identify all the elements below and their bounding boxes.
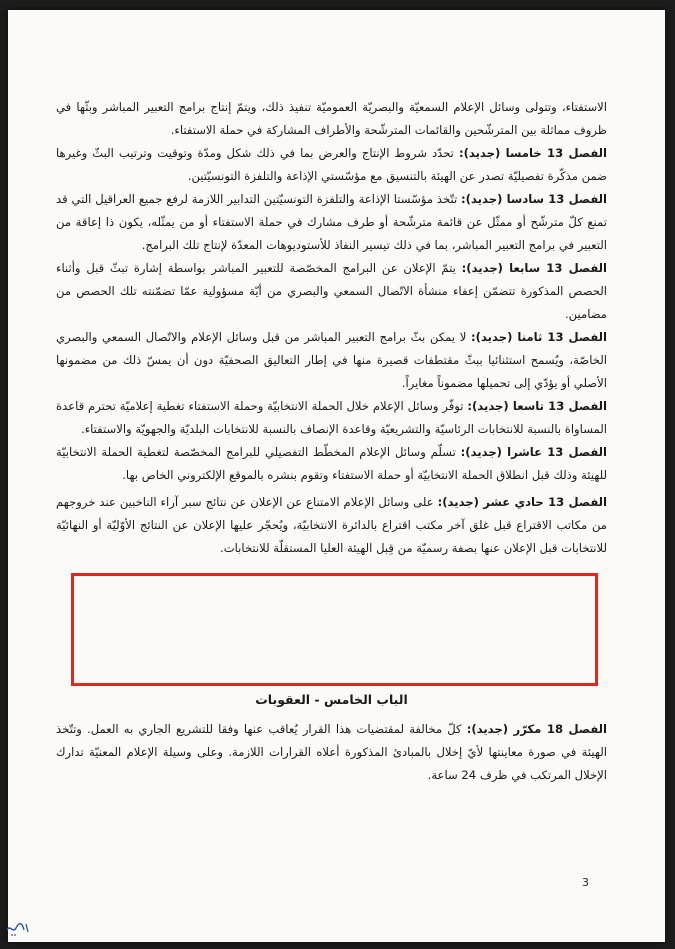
highlight-box: [71, 573, 598, 686]
article-label: الفصل 13 تاسعا (جديد):: [467, 399, 607, 413]
intro-paragraph: الاستفتاء، وتتولى وسائل الإعلام السمعيّة والبصريّة العموميّة تنفيذ ذلك، ويتمّ إنتاج برامج التعبير المباشر وبثّها في ظروف مماثلة بين المترشّحين والقائمات المترشّحة والأطراف المشاركة في حملة الاستفتاء.: [56, 100, 607, 137]
article-13-5: [56, 142, 607, 188]
article-label: الفصل 13 سابعا (جديد):: [461, 261, 608, 275]
page-number: 3: [582, 876, 589, 889]
article-18-bis: [56, 718, 607, 787]
article-text: تتّخذ مؤسّستا الإذاعة والتلفزة التونسيّتين التدابير اللازمة لرفع جميع العراقيل التي قد تمنع كلّ مترشّح أو ممثّل عن قائمة مترشّحة أو طرف مشارك في حملة الاستفتاء أو من يمثّله، يكون ذا إعاقة من التعبير في برامج التعبير المباشر، بما في ذلك تيسير النفاذ للأستوديوهات المعدّة لإنتاج تلك البرامج.: [56, 192, 607, 252]
article-13-11-highlighted: [56, 491, 607, 560]
article-text: يتمّ الإعلان عن البرامج المخصّصة للتعبير المباشر بواسطة إشارة تبثّ قبل وأثناء الحصص المذكورة تتضمّن إعفاء منشأة الاتّصال السمعي والبصري من أيّة مسؤولية عمّا تضمّنته تلك الحصص من مضامين.: [56, 261, 607, 321]
article-label: الفصل 13 حادي عشر (جديد):: [437, 495, 607, 509]
article-13-7: [56, 257, 607, 326]
article-text: على وسائل الإعلام الامتناع عن الإعلان عن نتائج سبر آراء الناخبين عند خروجهم من مكاتب الاقتراع قبل غلق آخر مكتب اقتراع بالدائرة الانتخابيّة، ويُحجّر عليها الإعلان عن النتائج الأوّليّة أو النهائيّة للانتخابات قبل الإعلان عنها بصفة رسميّة من قِبل الهيئة العليا المستقلّة للانتخابات.: [56, 495, 607, 555]
document-body: [56, 96, 607, 560]
chapter-title: الباب الخامس - العقوبات: [255, 692, 408, 707]
article-text: توفّر وسائل الإعلام خلال الحملة الانتخابيّة وحملة الاستفتاء تغطية إعلاميّة تحترم قاعدة المساواة بالنسبة للانتخابات الرئاسيّة والتشريعيّة وقاعدة الإنصاف بالنسبة للانتخابات البلديّة والجهويّة والاستفتاء.: [56, 399, 607, 436]
article-label: الفصل 18 مكرّر (جديد):: [466, 722, 608, 736]
document-page: [8, 10, 665, 942]
document-body-lower: [56, 718, 607, 787]
article-label: الفصل 13 سادسا (جديد):: [461, 192, 608, 206]
article-label: الفصل 13 ثامنا (جديد):: [471, 330, 607, 344]
article-text: لا يمكن بثّ برامج التعبير المباشر من قبل وسائل الإعلام والاتّصال السمعي والبصري الخاصّة، ويُسمح استثنائيا ببثّ مقتطفات قصيرة منها في إطار التعاليق الصحفيّة دون أن يمسّ ذلك من مضمونها الأصلي أو يؤدّي إلى تحميلها مضموناً مغايراً.: [56, 330, 607, 390]
article-13-8: [56, 326, 607, 395]
article-13-6: [56, 188, 607, 257]
article-13-9: [56, 395, 607, 441]
article-label: الفصل 13 عاشرا (جديد):: [460, 445, 607, 459]
signature-mark: [4, 916, 34, 938]
article-text: كلّ مخالفة لمقتضيات هذا القرار يُعاقب عنها وفقا للتشريع الجاري به العمل. وتتّخذ الهيئة في صورة معاينتها لأيّ إخلال بالمبادئ المذكورة أعلاه القرارات اللازمة. وعلى وسيلة الإعلام المعنيّة تدارك الإخلال المرتكب في ظرف 24 ساعة.: [56, 722, 607, 782]
article-13-10: [56, 441, 607, 487]
article-text: تسلّم وسائل الإعلام المخطّط التفصيلي للبرامج المخصّصة لتغطية الحملة الانتخابيّة للهيئة وذلك قبل انطلاق الحملة الانتخابيّة أو حملة الاستفتاء وتقوم بنشره بالموقع الإلكتروني الخاص بها.: [56, 445, 607, 482]
article-label: الفصل 13 خامسا (جديد):: [458, 146, 607, 160]
article-text: تحدّد شروط الإنتاج والعرض بما في ذلك شكل ومدّة وتوقيت وترتيب البثّ وغيرها ضمن مذكّرة تفصيليّة تصدر عن الهيئة بالتنسيق مع مؤسّستي الإذاعة والتلفزة التونسيّتين.: [56, 146, 607, 183]
